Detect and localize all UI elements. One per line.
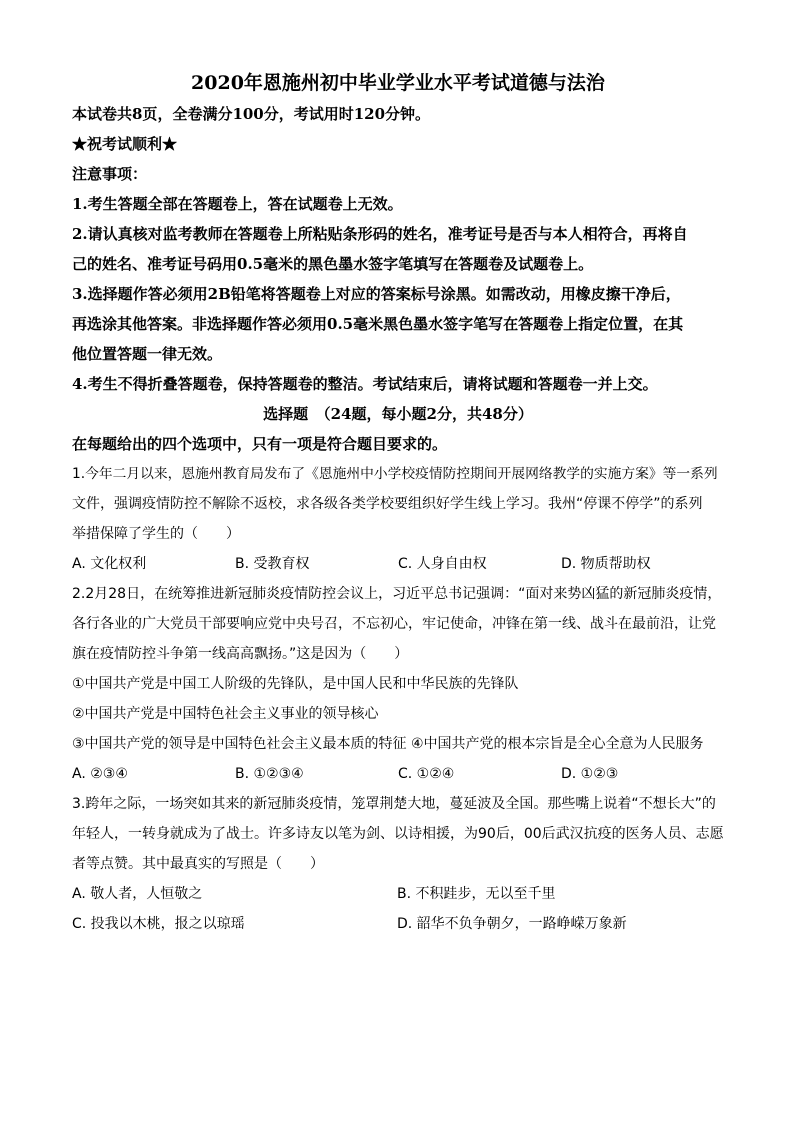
question-text: 3.跨年之际，一场突如其来的新冠肺炎疫情，笼罩荆楚大地，蔓延波及全国。那些嘴上说着“不想长大”的 — [72, 796, 716, 812]
question-options — [72, 879, 724, 909]
option-c: C. 人身自由权 — [398, 556, 487, 572]
question-options — [72, 549, 724, 579]
option-a: A. ②③④ — [72, 766, 128, 782]
option-b: B. ①②③④ — [235, 766, 304, 782]
notice-item: 4.考生不得折叠答题卷，保持答题卷的整洁。考试结束后，请将试题和答题卷一并上交。 — [72, 375, 658, 393]
section-instruction: 在每题给出的四个选项中，只有一项是符合题目要求的。 — [72, 435, 448, 453]
question-options — [72, 909, 724, 939]
notice-item: 己的姓名、准考证号码用0.5毫米的黑色墨水签字笔填写在答题卷及试题卷上。 — [72, 255, 594, 273]
question-text: 各行各业的广大党员干部要响应党中央号召，不忘初心，牢记使命，冲锋在第一线、战斗在最前沿，让党 — [72, 616, 716, 632]
notice-item: 3.选择题作答必须用2B铅笔将答题卷上对应的答案标号涂黑。如需改动，用橡皮擦干净后， — [72, 285, 681, 303]
question-text: 旗在疫情防控斗争第一线高高飘扬。”这是因为（ ） — [72, 646, 409, 662]
option-b: B. 不积跬步，无以至千里 — [397, 886, 556, 902]
question-2 — [72, 579, 724, 789]
question-text: 1.今年二月以来，恩施州教育局发布了《恩施州中小学校疫情防控期间开展网络教学的实施方案》等一系列 — [72, 466, 718, 482]
page-title: 2020年恩施州初中毕业学业水平考试道德与法治 — [191, 72, 605, 94]
option-c: C. ①②④ — [398, 766, 455, 782]
notice-item: 2.请认真核对监考教师在答题卷上所粘贴条形码的姓名，准考证号是否与本人相符合，再将自 — [72, 225, 688, 243]
exam-info: 本试卷共8页，全卷满分100分，考试用时120分钟。 — [72, 105, 431, 123]
section-heading: 选择题 （24题，每小题2分，共48分） — [263, 405, 533, 423]
notice-item: 再选涂其他答案。非选择题作答必须用0.5毫米黑色墨水签字笔写在答题卷上指定位置，在其 — [72, 315, 684, 333]
statement-item: ①中国共产党是中国工人阶级的先锋队，是中国人民和中华民族的先锋队 — [72, 676, 519, 692]
question-text: 年轻人，一转身就成为了战士。许多诗友以笔为剑、以诗相援，为90后，00后武汉抗疫的医务人员、志愿 — [72, 826, 724, 842]
notice-title: 注意事项： — [72, 165, 148, 183]
option-b: B. 受教育权 — [235, 556, 310, 572]
option-d: D. 韶华不负争朝夕，一路峥嵘万象新 — [397, 916, 627, 932]
question-options — [72, 759, 724, 789]
question-text: 者等点赞。其中最真实的写照是（ ） — [72, 856, 324, 872]
notice-item: 1.考生答题全部在答题卷上，答在试题卷上无效。 — [72, 195, 403, 213]
notice-item: 他位置答题一律无效。 — [72, 345, 223, 363]
question-text: 举措保障了学生的（ ） — [72, 526, 240, 542]
option-d: D. ①②③ — [561, 766, 619, 782]
question-text: 2.2月28日，在统筹推进新冠肺炎疫情防控会议上，习近平总书记强调：“面对来势凶猛的新冠肺炎疫情， — [72, 586, 722, 602]
question-text: 文件，强调疫情防控不解除不返校，求各级各类学校要组织好学生线上学习。我州“停课不停学”的系列 — [72, 496, 703, 512]
option-d: D. 物质帮助权 — [561, 556, 651, 572]
statement-item: ③中国共产党的领导是中国特色社会主义最本质的特征 ④中国共产党的根本宗旨是全心全意为人民服务 — [72, 736, 704, 752]
option-c: C. 投我以木桃，报之以琼瑶 — [72, 916, 245, 932]
wish-line: ★祝考试顺利★ — [72, 135, 178, 153]
statement-item: ②中国共产党是中国特色社会主义事业的领导核心 — [72, 706, 379, 722]
option-a: A. 文化权利 — [72, 556, 147, 572]
question-3 — [72, 789, 724, 939]
option-a: A. 敬人者，人恒敬之 — [72, 886, 203, 902]
question-1 — [72, 459, 724, 579]
